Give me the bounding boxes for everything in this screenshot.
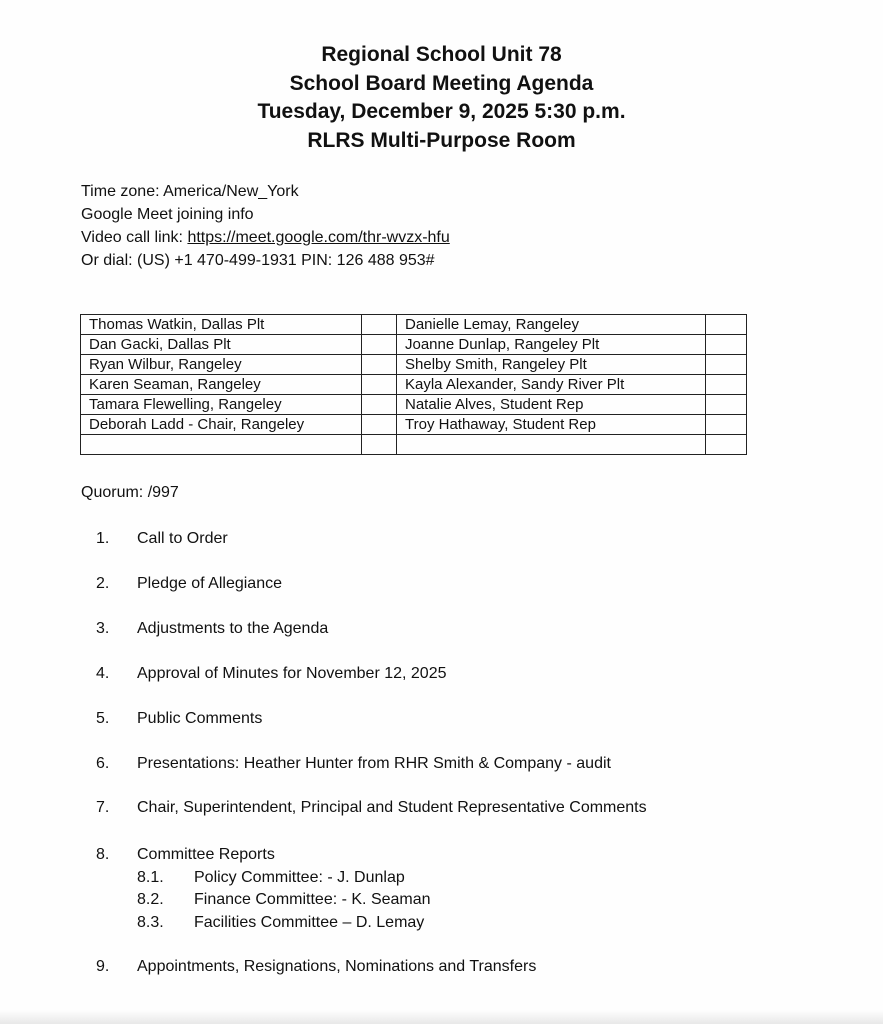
item-text: Appointments, Resignations, Nominations and Transfers [137, 958, 537, 975]
item-number: 2. [96, 575, 110, 592]
meeting-location: RLRS Multi-Purpose Room [307, 128, 576, 152]
meeting-datetime: Tuesday, December 9, 2025 5:30 p.m. [257, 100, 626, 123]
member-name: Deborah Ladd - Chair, Rangeley [81, 415, 362, 435]
attendance-cell [706, 335, 747, 355]
member-name [81, 435, 362, 455]
member-name: Ryan Wilbur, Rangeley [81, 355, 362, 375]
attendance-cell [706, 375, 747, 395]
attendance-cell [362, 315, 397, 335]
attendance-cell [706, 415, 747, 435]
sub-item-number: 8.1. [137, 869, 164, 886]
member-name: Dan Gacki, Dallas Plt [81, 335, 362, 355]
attendance-cell [706, 355, 747, 375]
member-name: Karen Seaman, Rangeley [81, 375, 362, 395]
table-row [81, 375, 747, 395]
attendance-cell [706, 315, 747, 335]
member-name: Shelby Smith, Rangeley Plt [397, 355, 706, 375]
item-number: 4. [96, 665, 110, 682]
member-name: Troy Hathaway, Student Rep [397, 415, 706, 435]
attendance-cell [362, 375, 397, 395]
item-text: Presentations: Heather Hunter from RHR Smith & Company - audit [137, 755, 611, 772]
sub-item-number: 8.3. [137, 914, 164, 931]
member-name: Natalie Alves, Student Rep [397, 395, 706, 415]
item-number: 1. [96, 530, 110, 547]
dial-in-info: Or dial: (US) +1 470-499-1931 PIN: 126 488 953# [81, 252, 435, 269]
sub-item-number: 8.2. [137, 891, 164, 908]
item-number: 8. [96, 846, 110, 863]
item-number: 5. [96, 710, 110, 727]
item-number: 7. [96, 799, 110, 816]
item-number: 6. [96, 755, 110, 772]
agenda-title: School Board Meeting Agenda [289, 71, 594, 95]
attendance-cell [362, 395, 397, 415]
item-number: 9. [96, 958, 110, 975]
district-title: Regional School Unit 78 [321, 43, 562, 66]
sub-item-text: Finance Committee: - K. Seaman [194, 891, 431, 908]
meet-info-label: Google Meet joining info [81, 206, 254, 223]
member-name: Thomas Watkin, Dallas Plt [81, 315, 362, 335]
attendance-cell [362, 415, 397, 435]
table-row [81, 395, 747, 415]
attendance-cell [706, 395, 747, 415]
member-name: Kayla Alexander, Sandy River Plt [397, 375, 706, 395]
meeting-info [81, 180, 450, 272]
attendance-table [80, 314, 747, 455]
item-text: Chair, Superintendent, Principal and Student Representative Comments [137, 799, 647, 816]
item-text: Public Comments [137, 710, 263, 727]
attendance-cell [362, 355, 397, 375]
member-name [397, 435, 706, 455]
sub-item-text: Policy Committee: - J. Dunlap [194, 869, 405, 886]
table-row [81, 315, 747, 335]
member-name: Danielle Lemay, Rangeley [397, 315, 706, 335]
member-name: Tamara Flewelling, Rangeley [81, 395, 362, 415]
member-name: Joanne Dunlap, Rangeley Plt [397, 335, 706, 355]
attendance-cell [362, 335, 397, 355]
table-row [81, 435, 747, 455]
video-call-link[interactable]: https://meet.google.com/thr-wvzx-hfu [187, 229, 450, 246]
attendance-cell [362, 435, 397, 455]
video-call-label: Video call link: [81, 229, 188, 246]
sub-item-text: Facilities Committee – D. Lemay [194, 914, 425, 931]
page-bottom-shadow [0, 1010, 883, 1024]
video-call-line [81, 226, 450, 249]
agenda-header [0, 41, 883, 155]
item-text: Pledge of Allegiance [137, 575, 282, 592]
attendance-cell [706, 435, 747, 455]
item-text: Approval of Minutes for November 12, 2025 [137, 665, 447, 682]
item-text: Adjustments to the Agenda [137, 620, 329, 637]
item-text: Committee Reports [137, 846, 275, 863]
table-row [81, 415, 747, 435]
table-row [81, 335, 747, 355]
item-text: Call to Order [137, 530, 228, 547]
item-number: 3. [96, 620, 110, 637]
table-row [81, 355, 747, 375]
quorum: Quorum: /997 [81, 484, 179, 501]
time-zone: Time zone: America/New_York [81, 183, 299, 200]
